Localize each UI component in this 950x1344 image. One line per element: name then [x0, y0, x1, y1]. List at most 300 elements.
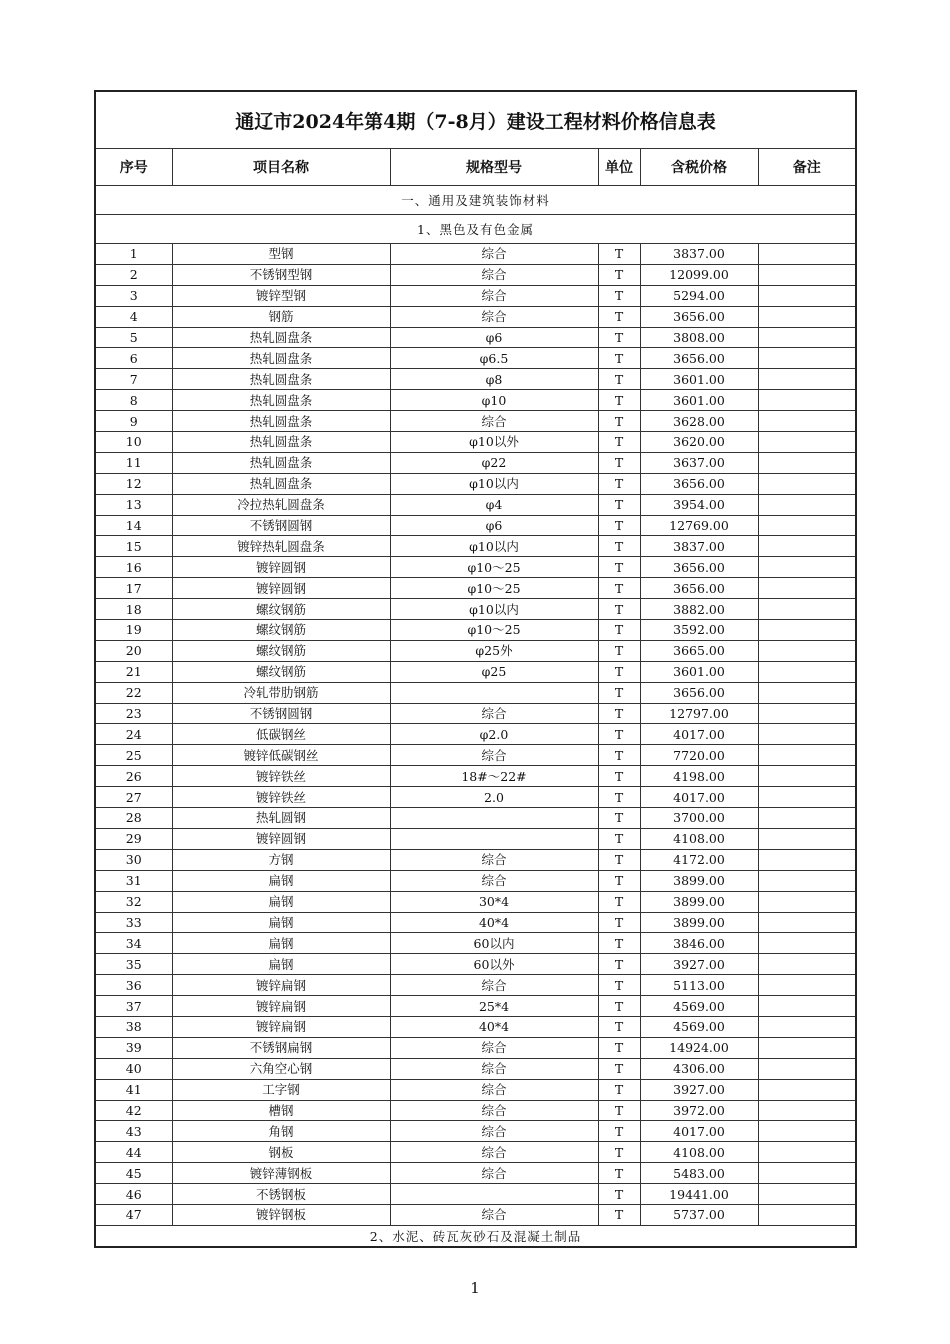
- cell-price: 12099.00: [640, 264, 758, 285]
- cell-note: [758, 703, 856, 724]
- table-row: [95, 1121, 856, 1142]
- cell-unit: T: [598, 787, 640, 808]
- cell-name: 镀锌扁钢: [172, 1016, 390, 1037]
- cell-price: 4108.00: [640, 1142, 758, 1163]
- cell-seq: 47: [95, 1204, 172, 1225]
- cell-unit: T: [598, 1142, 640, 1163]
- cell-spec: 30*4: [390, 891, 598, 912]
- table-row: [95, 390, 856, 411]
- cell-name: 低碳钢丝: [172, 724, 390, 745]
- cell-note: [758, 244, 856, 265]
- cell-spec: 综合: [390, 849, 598, 870]
- cell-note: [758, 536, 856, 557]
- header-unit: 单位: [598, 149, 640, 186]
- table-row: [95, 515, 856, 536]
- cell-unit: T: [598, 870, 640, 891]
- cell-spec: [390, 808, 598, 829]
- cell-note: [758, 975, 856, 996]
- cell-note: [758, 787, 856, 808]
- cell-seq: 31: [95, 870, 172, 891]
- table-row: [95, 578, 856, 599]
- cell-note: [758, 515, 856, 536]
- cell-price: 3656.00: [640, 682, 758, 703]
- cell-name: 冷拉热轧圆盘条: [172, 494, 390, 515]
- cell-unit: T: [598, 1184, 640, 1205]
- cell-price: 3899.00: [640, 912, 758, 933]
- cell-spec: φ10以内: [390, 599, 598, 620]
- cell-seq: 7: [95, 369, 172, 390]
- price-table: [94, 90, 857, 1248]
- cell-seq: 8: [95, 390, 172, 411]
- cell-unit: T: [598, 578, 640, 599]
- cell-unit: T: [598, 515, 640, 536]
- cell-seq: 15: [95, 536, 172, 557]
- cell-spec: 25*4: [390, 996, 598, 1017]
- cell-unit: T: [598, 1037, 640, 1058]
- cell-seq: 6: [95, 348, 172, 369]
- cell-spec: 综合: [390, 306, 598, 327]
- table-row: [95, 808, 856, 829]
- cell-spec: φ2.0: [390, 724, 598, 745]
- cell-seq: 36: [95, 975, 172, 996]
- cell-price: 5294.00: [640, 285, 758, 306]
- cell-unit: T: [598, 766, 640, 787]
- cell-unit: T: [598, 703, 640, 724]
- cell-spec: φ6: [390, 327, 598, 348]
- cell-seq: 17: [95, 578, 172, 599]
- cell-spec: 综合: [390, 1121, 598, 1142]
- cell-spec: 综合: [390, 975, 598, 996]
- cell-name: 六角空心钢: [172, 1058, 390, 1079]
- table-row: [95, 536, 856, 557]
- cell-spec: φ10～25: [390, 578, 598, 599]
- cell-name: 冷轧带肋钢筋: [172, 682, 390, 703]
- table-row: [95, 494, 856, 515]
- cell-name: 镀锌扁钢: [172, 996, 390, 1017]
- cell-spec: φ10以内: [390, 473, 598, 494]
- cell-unit: T: [598, 369, 640, 390]
- cell-unit: T: [598, 264, 640, 285]
- cell-note: [758, 452, 856, 473]
- cell-price: 3656.00: [640, 557, 758, 578]
- cell-spec: 综合: [390, 870, 598, 891]
- table-row: [95, 745, 856, 766]
- cell-price: 3601.00: [640, 390, 758, 411]
- cell-spec: [390, 682, 598, 703]
- cell-name: 扁钢: [172, 870, 390, 891]
- table-row: [95, 954, 856, 975]
- header-spec: 规格型号: [390, 149, 598, 186]
- table-row: [95, 264, 856, 285]
- cell-unit: T: [598, 432, 640, 453]
- cell-note: [758, 724, 856, 745]
- cell-name: 扁钢: [172, 954, 390, 975]
- cell-name: 热轧圆钢: [172, 808, 390, 829]
- cell-name: 钢板: [172, 1142, 390, 1163]
- cell-unit: T: [598, 828, 640, 849]
- cell-name: 热轧圆盘条: [172, 369, 390, 390]
- cell-note: [758, 1184, 856, 1205]
- cell-spec: φ10～25: [390, 620, 598, 641]
- cell-spec: 综合: [390, 1058, 598, 1079]
- table-row: [95, 912, 856, 933]
- cell-note: [758, 1142, 856, 1163]
- cell-note: [758, 808, 856, 829]
- cell-seq: 41: [95, 1079, 172, 1100]
- cell-unit: T: [598, 808, 640, 829]
- cell-note: [758, 640, 856, 661]
- cell-unit: T: [598, 682, 640, 703]
- cell-unit: T: [598, 1204, 640, 1225]
- table-row: [95, 849, 856, 870]
- table-row: [95, 1163, 856, 1184]
- cell-unit: T: [598, 745, 640, 766]
- cell-seq: 40: [95, 1058, 172, 1079]
- cell-price: 4108.00: [640, 828, 758, 849]
- cell-name: 热轧圆盘条: [172, 411, 390, 432]
- cell-note: [758, 264, 856, 285]
- cell-seq: 10: [95, 432, 172, 453]
- cell-unit: T: [598, 1163, 640, 1184]
- cell-unit: T: [598, 1058, 640, 1079]
- title-row: [95, 91, 856, 149]
- header-seq: 序号: [95, 149, 172, 186]
- cell-name: 热轧圆盘条: [172, 348, 390, 369]
- cell-unit: T: [598, 1079, 640, 1100]
- cell-price: 3637.00: [640, 452, 758, 473]
- cell-name: 方钢: [172, 849, 390, 870]
- cell-seq: 13: [95, 494, 172, 515]
- cell-spec: 综合: [390, 1142, 598, 1163]
- cell-seq: 44: [95, 1142, 172, 1163]
- cell-note: [758, 390, 856, 411]
- cell-name: 螺纹钢筋: [172, 620, 390, 641]
- cell-note: [758, 828, 856, 849]
- header-note: 备注: [758, 149, 856, 186]
- cell-name: 镀锌圆钢: [172, 578, 390, 599]
- cell-price: 3656.00: [640, 578, 758, 599]
- cell-spec: [390, 1184, 598, 1205]
- cell-note: [758, 912, 856, 933]
- cell-price: 3899.00: [640, 891, 758, 912]
- cell-note: [758, 348, 856, 369]
- cell-unit: T: [598, 557, 640, 578]
- cell-spec: φ10以内: [390, 536, 598, 557]
- cell-unit: T: [598, 1100, 640, 1121]
- table-row: [95, 411, 856, 432]
- cell-seq: 1: [95, 244, 172, 265]
- cell-price: 5737.00: [640, 1204, 758, 1225]
- cell-name: 热轧圆盘条: [172, 390, 390, 411]
- cell-price: 12769.00: [640, 515, 758, 536]
- cell-name: 不锈钢板: [172, 1184, 390, 1205]
- table-row: [95, 1058, 856, 1079]
- cell-unit: T: [598, 640, 640, 661]
- cell-price: 4198.00: [640, 766, 758, 787]
- cell-unit: T: [598, 1121, 640, 1142]
- cell-price: 3601.00: [640, 661, 758, 682]
- cell-spec: φ10以外: [390, 432, 598, 453]
- cell-unit: T: [598, 661, 640, 682]
- cell-note: [758, 954, 856, 975]
- cell-note: [758, 1121, 856, 1142]
- cell-note: [758, 1100, 856, 1121]
- cell-name: 螺纹钢筋: [172, 661, 390, 682]
- cell-seq: 29: [95, 828, 172, 849]
- cell-note: [758, 1079, 856, 1100]
- cell-price: 3927.00: [640, 954, 758, 975]
- cell-price: 3808.00: [640, 327, 758, 348]
- cell-price: 3656.00: [640, 306, 758, 327]
- cell-seq: 34: [95, 933, 172, 954]
- cell-unit: T: [598, 599, 640, 620]
- cell-seq: 39: [95, 1037, 172, 1058]
- cell-seq: 37: [95, 996, 172, 1017]
- cell-spec: φ25: [390, 661, 598, 682]
- cell-name: 热轧圆盘条: [172, 452, 390, 473]
- cell-price: 4017.00: [640, 1121, 758, 1142]
- cell-price: 14924.00: [640, 1037, 758, 1058]
- cell-seq: 35: [95, 954, 172, 975]
- cell-name: 热轧圆盘条: [172, 432, 390, 453]
- table-row: [95, 682, 856, 703]
- cell-spec: 40*4: [390, 1016, 598, 1037]
- cell-name: 扁钢: [172, 933, 390, 954]
- cell-unit: T: [598, 244, 640, 265]
- cell-name: 角钢: [172, 1121, 390, 1142]
- cell-seq: 43: [95, 1121, 172, 1142]
- cell-seq: 28: [95, 808, 172, 829]
- table-row: [95, 870, 856, 891]
- cell-price: 3899.00: [640, 870, 758, 891]
- cell-name: 镀锌圆钢: [172, 828, 390, 849]
- subsection-row-2: [95, 1225, 856, 1247]
- cell-price: 4569.00: [640, 996, 758, 1017]
- cell-seq: 14: [95, 515, 172, 536]
- cell-unit: T: [598, 285, 640, 306]
- cell-note: [758, 599, 856, 620]
- cell-price: 5113.00: [640, 975, 758, 996]
- cell-seq: 18: [95, 599, 172, 620]
- cell-seq: 21: [95, 661, 172, 682]
- cell-name: 螺纹钢筋: [172, 640, 390, 661]
- cell-price: 3837.00: [640, 536, 758, 557]
- table-row: [95, 1184, 856, 1205]
- cell-unit: T: [598, 536, 640, 557]
- cell-seq: 32: [95, 891, 172, 912]
- cell-seq: 9: [95, 411, 172, 432]
- cell-unit: T: [598, 494, 640, 515]
- cell-price: 4306.00: [640, 1058, 758, 1079]
- cell-unit: T: [598, 996, 640, 1017]
- cell-note: [758, 285, 856, 306]
- cell-unit: T: [598, 724, 640, 745]
- cell-spec: φ6: [390, 515, 598, 536]
- table-row: [95, 724, 856, 745]
- cell-note: [758, 1163, 856, 1184]
- header-row: [95, 149, 856, 186]
- cell-spec: 综合: [390, 745, 598, 766]
- cell-name: 钢筋: [172, 306, 390, 327]
- cell-spec: 综合: [390, 1079, 598, 1100]
- cell-unit: T: [598, 473, 640, 494]
- cell-note: [758, 411, 856, 432]
- table-row: [95, 1016, 856, 1037]
- cell-name: 不锈钢型钢: [172, 264, 390, 285]
- cell-price: 3972.00: [640, 1100, 758, 1121]
- cell-name: 热轧圆盘条: [172, 327, 390, 348]
- page-number: 1: [470, 1279, 480, 1297]
- table-row: [95, 285, 856, 306]
- cell-price: 3927.00: [640, 1079, 758, 1100]
- cell-seq: 3: [95, 285, 172, 306]
- cell-spec: 综合: [390, 703, 598, 724]
- cell-name: 镀锌钢板: [172, 1204, 390, 1225]
- cell-name: 扁钢: [172, 912, 390, 933]
- cell-spec: 综合: [390, 1204, 598, 1225]
- cell-price: 12797.00: [640, 703, 758, 724]
- cell-name: 热轧圆盘条: [172, 473, 390, 494]
- header-name: 项目名称: [172, 149, 390, 186]
- cell-note: [758, 661, 856, 682]
- cell-seq: 20: [95, 640, 172, 661]
- cell-price: 4017.00: [640, 724, 758, 745]
- cell-note: [758, 327, 856, 348]
- cell-price: 4172.00: [640, 849, 758, 870]
- cell-name: 镀锌圆钢: [172, 557, 390, 578]
- cell-spec: 综合: [390, 1037, 598, 1058]
- cell-name: 型钢: [172, 244, 390, 265]
- table-row: [95, 891, 856, 912]
- cell-price: 3700.00: [640, 808, 758, 829]
- cell-seq: 38: [95, 1016, 172, 1037]
- cell-unit: T: [598, 933, 640, 954]
- cell-note: [758, 1204, 856, 1225]
- table-row: [95, 640, 856, 661]
- cell-seq: 27: [95, 787, 172, 808]
- cell-name: 镀锌铁丝: [172, 766, 390, 787]
- cell-price: 3656.00: [640, 348, 758, 369]
- cell-note: [758, 620, 856, 641]
- table-row: [95, 1142, 856, 1163]
- cell-spec: φ10～25: [390, 557, 598, 578]
- section-row: [95, 186, 856, 215]
- cell-price: 3954.00: [640, 494, 758, 515]
- table-row: [95, 828, 856, 849]
- cell-spec: φ25外: [390, 640, 598, 661]
- table-row: [95, 1100, 856, 1121]
- cell-unit: T: [598, 849, 640, 870]
- cell-spec: 综合: [390, 1100, 598, 1121]
- cell-spec: φ8: [390, 369, 598, 390]
- table-row: [95, 661, 856, 682]
- table-row: [95, 369, 856, 390]
- subsection-row: [95, 215, 856, 244]
- cell-name: 镀锌扁钢: [172, 975, 390, 996]
- cell-note: [758, 578, 856, 599]
- cell-unit: T: [598, 327, 640, 348]
- cell-name: 工字钢: [172, 1079, 390, 1100]
- cell-name: 不锈钢圆钢: [172, 703, 390, 724]
- cell-seq: 45: [95, 1163, 172, 1184]
- cell-spec: 综合: [390, 244, 598, 265]
- table-row: [95, 473, 856, 494]
- cell-seq: 24: [95, 724, 172, 745]
- cell-price: 3846.00: [640, 933, 758, 954]
- table-row: [95, 432, 856, 453]
- cell-note: [758, 766, 856, 787]
- table-row: [95, 703, 856, 724]
- cell-price: 3628.00: [640, 411, 758, 432]
- subsection-heading: 1、黑色及有色金属: [95, 215, 856, 244]
- cell-unit: T: [598, 620, 640, 641]
- cell-note: [758, 432, 856, 453]
- table-row: [95, 1204, 856, 1225]
- cell-name: 镀锌铁丝: [172, 787, 390, 808]
- cell-spec: φ10: [390, 390, 598, 411]
- table-row: [95, 975, 856, 996]
- table-row: [95, 933, 856, 954]
- cell-note: [758, 849, 856, 870]
- cell-note: [758, 494, 856, 515]
- cell-seq: 46: [95, 1184, 172, 1205]
- cell-price: 3620.00: [640, 432, 758, 453]
- cell-name: 镀锌热轧圆盘条: [172, 536, 390, 557]
- cell-name: 镀锌型钢: [172, 285, 390, 306]
- cell-price: 3592.00: [640, 620, 758, 641]
- cell-note: [758, 1016, 856, 1037]
- cell-seq: 4: [95, 306, 172, 327]
- cell-unit: T: [598, 452, 640, 473]
- cell-unit: T: [598, 411, 640, 432]
- cell-spec: 60以内: [390, 933, 598, 954]
- cell-spec: φ22: [390, 452, 598, 473]
- cell-unit: T: [598, 954, 640, 975]
- cell-seq: 30: [95, 849, 172, 870]
- cell-note: [758, 996, 856, 1017]
- cell-spec: 40*4: [390, 912, 598, 933]
- cell-price: 4569.00: [640, 1016, 758, 1037]
- table-row: [95, 1079, 856, 1100]
- cell-note: [758, 891, 856, 912]
- cell-spec: 综合: [390, 411, 598, 432]
- section-heading: 一、通用及建筑装饰材料: [95, 186, 856, 215]
- table-row: [95, 787, 856, 808]
- cell-price: 3882.00: [640, 599, 758, 620]
- cell-name: 镀锌低碳钢丝: [172, 745, 390, 766]
- header-price: 含税价格: [640, 149, 758, 186]
- cell-name: 螺纹钢筋: [172, 599, 390, 620]
- table-row: [95, 599, 856, 620]
- cell-note: [758, 1037, 856, 1058]
- table-row: [95, 244, 856, 265]
- cell-unit: T: [598, 306, 640, 327]
- cell-spec: 60以外: [390, 954, 598, 975]
- table-row: [95, 306, 856, 327]
- cell-name: 不锈钢扁钢: [172, 1037, 390, 1058]
- cell-seq: 26: [95, 766, 172, 787]
- cell-spec: 2.0: [390, 787, 598, 808]
- table-row: [95, 557, 856, 578]
- cell-seq: 16: [95, 557, 172, 578]
- table-row: [95, 452, 856, 473]
- cell-spec: [390, 828, 598, 849]
- cell-spec: φ4: [390, 494, 598, 515]
- cell-seq: 23: [95, 703, 172, 724]
- cell-price: 4017.00: [640, 787, 758, 808]
- cell-price: 19441.00: [640, 1184, 758, 1205]
- table-row: [95, 620, 856, 641]
